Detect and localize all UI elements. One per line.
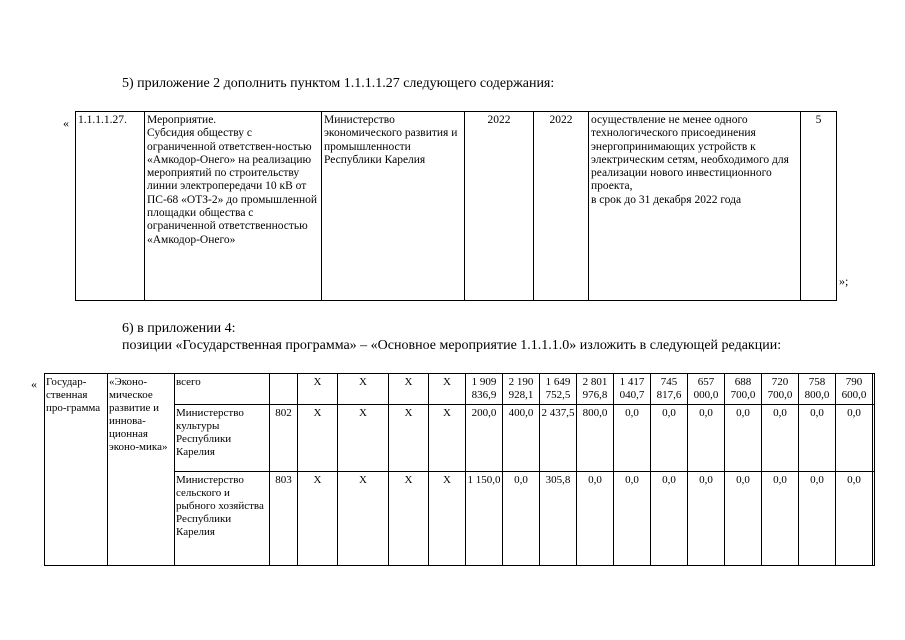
value-cell: 0,0 (762, 405, 799, 472)
opening-quote: « (63, 116, 69, 130)
col-x3-cell: X (389, 374, 429, 405)
opening-quote-2: « (31, 377, 37, 391)
col-x2-cell: X (338, 405, 389, 472)
col-x2-cell: X (338, 472, 389, 566)
program-cell: «Эконо-мическое развитие и иннова-ционная эконо-мика» (108, 374, 175, 566)
year-start-cell: 2022 (465, 112, 534, 301)
row-name-cell: Министерство сельского и рыбного хозяйства Республики Карелия (175, 472, 270, 566)
value-cell: 790 600,0 (836, 374, 873, 405)
value-cell: 657 000,0 (688, 374, 725, 405)
value-cell: 0,0 (725, 405, 762, 472)
value-cell (873, 472, 875, 566)
closing-quote: »; (839, 274, 849, 288)
value-cell: 305,8 (540, 472, 577, 566)
code-cell (270, 374, 298, 405)
value-cell: 758 800,0 (799, 374, 836, 405)
value-cell: 2 190 928,1 (503, 374, 540, 405)
value-cell: 745 817,6 (651, 374, 688, 405)
value-cell: 0,0 (503, 472, 540, 566)
value-cell: 5 (801, 112, 837, 301)
code-cell: 802 (270, 405, 298, 472)
year-end-cell: 2022 (534, 112, 589, 301)
value-cell: 0,0 (725, 472, 762, 566)
col-x4-cell: X (429, 472, 466, 566)
value-cell: 2 801 976,8 (577, 374, 614, 405)
value-cell: 688 700,0 (725, 374, 762, 405)
value-cell: 0,0 (836, 405, 873, 472)
item-5-text: 5) приложение 2 дополнить пунктом 1.1.1.1.27 следующего содержания: (122, 76, 555, 91)
value-cell: 800,0 (577, 405, 614, 472)
value-cell: 0,0 (614, 472, 651, 566)
col-x4-cell: X (429, 374, 466, 405)
table-row (45, 374, 875, 405)
value-cell: 1 417 040,7 (614, 374, 651, 405)
value-cell: 0,0 (799, 472, 836, 566)
col-x2-cell: X (338, 374, 389, 405)
row-name-cell: Министерство культуры Республики Карелия (175, 405, 270, 472)
row-name-cell: всего (175, 374, 270, 405)
value-cell: 0,0 (836, 472, 873, 566)
value-cell: 0,0 (762, 472, 799, 566)
value-cell: 400,0 (503, 405, 540, 472)
value-cell: 200,0 (466, 405, 503, 472)
value-cell: 1 909 836,9 (466, 374, 503, 405)
item-6-text: 6) в приложении 4: (122, 321, 236, 336)
appendix-2-table (75, 111, 837, 301)
col-x3-cell: X (389, 405, 429, 472)
value-cell: 1 649 752,5 (540, 374, 577, 405)
item-number-cell: 1.1.1.1.27. (76, 112, 145, 301)
table-row (76, 112, 837, 301)
code-cell: 803 (270, 472, 298, 566)
value-cell: 0,0 (614, 405, 651, 472)
value-cell: 0,0 (688, 472, 725, 566)
col-x4-cell: X (429, 405, 466, 472)
value-cell (873, 405, 875, 472)
event-description-cell: Мероприятие. Субсидия обществу с ограниченной ответствен-ностью «Амкодор-Онего» на реализацию мероприятий по строительству линии электропередачи 10 кВ от ПС-68 «ОТЗ-2» до промышленной площадки общества с ограниченной ответственностью «Амкодор-Онего» (145, 112, 322, 301)
result-cell: осуществление не менее одного технологического присоединения энергопринимающих устройств к электрическим сетям, необходимого для реализации нового инвестиционного проекта, в срок до 31 декабря 2022 года (589, 112, 801, 301)
item-6-detail-text: позиции «Государственная программа» – «Основное мероприятие 1.1.1.1.0» изложить в следующей редакции: (122, 338, 782, 353)
value-cell (873, 374, 875, 405)
value-cell: 0,0 (688, 405, 725, 472)
value-cell: 720 700,0 (762, 374, 799, 405)
value-cell: 0,0 (799, 405, 836, 472)
value-cell: 1 150,0 (466, 472, 503, 566)
col-x3-cell: X (389, 472, 429, 566)
value-cell: 0,0 (651, 472, 688, 566)
col-x1-cell: X (298, 472, 338, 566)
col-x1-cell: X (298, 374, 338, 405)
status-cell: Государ-ственная про-грамма (45, 374, 108, 566)
col-x1-cell: X (298, 405, 338, 472)
ministry-cell: Министерство экономического развития и промышленности Республики Карелия (322, 112, 465, 301)
appendix-4-table (44, 373, 875, 566)
value-cell: 0,0 (577, 472, 614, 566)
value-cell: 0,0 (651, 405, 688, 472)
value-cell: 2 437,5 (540, 405, 577, 472)
